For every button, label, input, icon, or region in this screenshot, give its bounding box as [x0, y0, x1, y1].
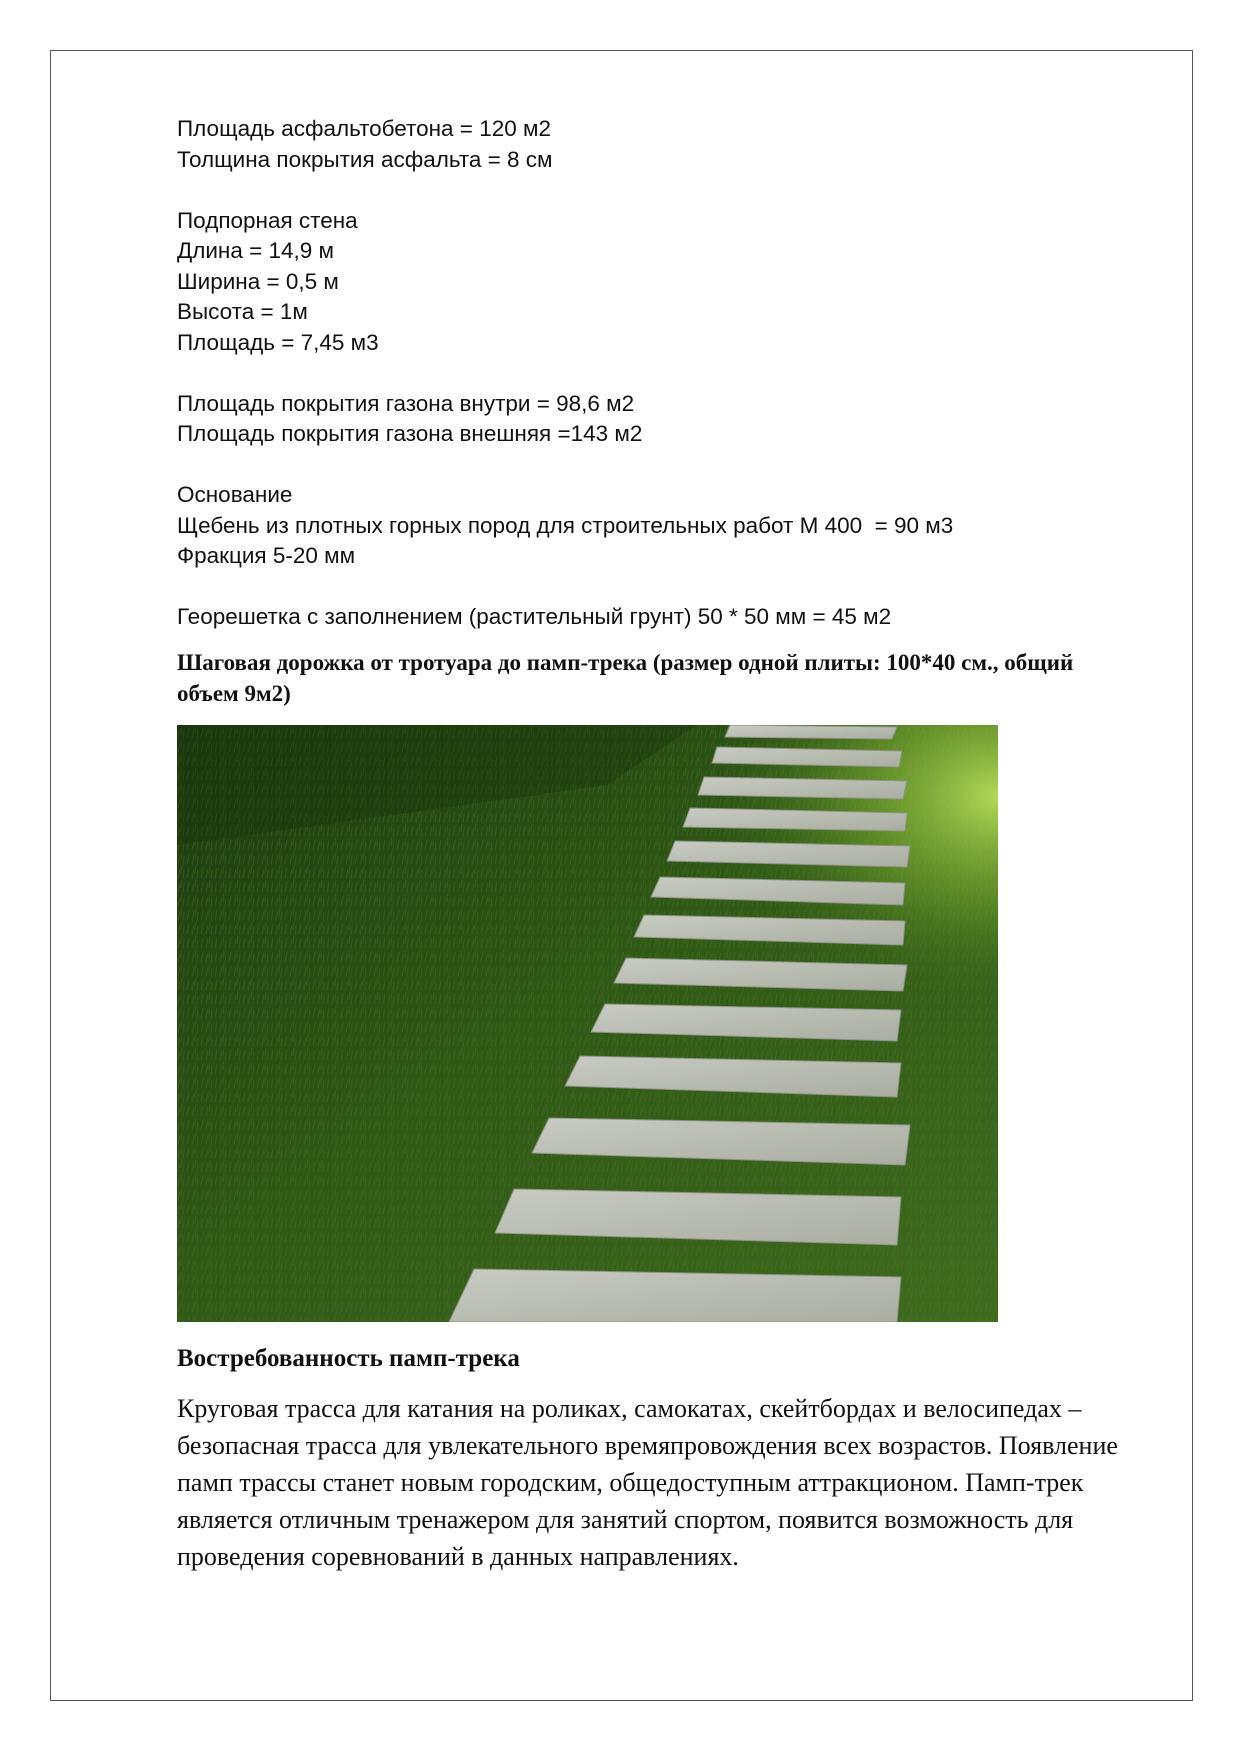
- spacer: [177, 358, 1137, 389]
- base-fraction-line: Фракция 5-20 мм: [177, 543, 356, 568]
- document-content: [177, 114, 1137, 1575]
- spacer: [177, 175, 1137, 206]
- lawn-inner-line: Площадь покрытия газона внутри = 98,6 м2: [177, 390, 635, 416]
- specifications-block: [177, 114, 1137, 633]
- stepping-path-heading: Шаговая дорожка от тротуара до памп-трека (размер одной плиты: 100*40 см., общий объем 9м2): [177, 649, 1074, 706]
- wall-height-line: Высота = 1м: [177, 299, 308, 324]
- base-title: Основание: [177, 482, 293, 507]
- retaining-wall-title: Подпорная стена: [177, 207, 358, 233]
- spacer: [177, 450, 1137, 481]
- demand-section-title: Востребованность памп-трека: [177, 1344, 520, 1372]
- wall-width-line: Ширина = 0,5 м: [177, 268, 339, 294]
- wall-volume-line: Площадь = 7,45 м3: [177, 329, 379, 355]
- asphalt-thickness-line: Толщина покрытия асфальта = 8 см: [177, 146, 553, 172]
- stepping-path-photo: [177, 725, 998, 1322]
- base-gravel-line: Щебень из плотных горных пород для строительных работ М 400 = 90 м3: [177, 512, 954, 538]
- wall-length-line: Длина = 14,9 м: [177, 238, 335, 263]
- asphalt-area-line: Площадь асфальтобетона = 120 м2: [177, 116, 551, 141]
- geogrid-line: Георешетка с заполнением (растительный грунт) 50 * 50 мм = 45 м2: [177, 604, 892, 629]
- demand-section-text: Круговая трасса для катания на роликах, самокатах, скейтбордах и велосипедах – безопасная трасса для увлекательного времяпровождения всех возрастов. Появление памп трассы станет новым городским, общедоступным аттракционом. Памп-трек является отличным тренажером для занятий спортом, появится возможность для проведения соревнований в данных направлениях.: [177, 1393, 1118, 1571]
- spacer: [177, 572, 1137, 603]
- lawn-outer-line: Площадь покрытия газона внешняя =143 м2: [177, 421, 643, 446]
